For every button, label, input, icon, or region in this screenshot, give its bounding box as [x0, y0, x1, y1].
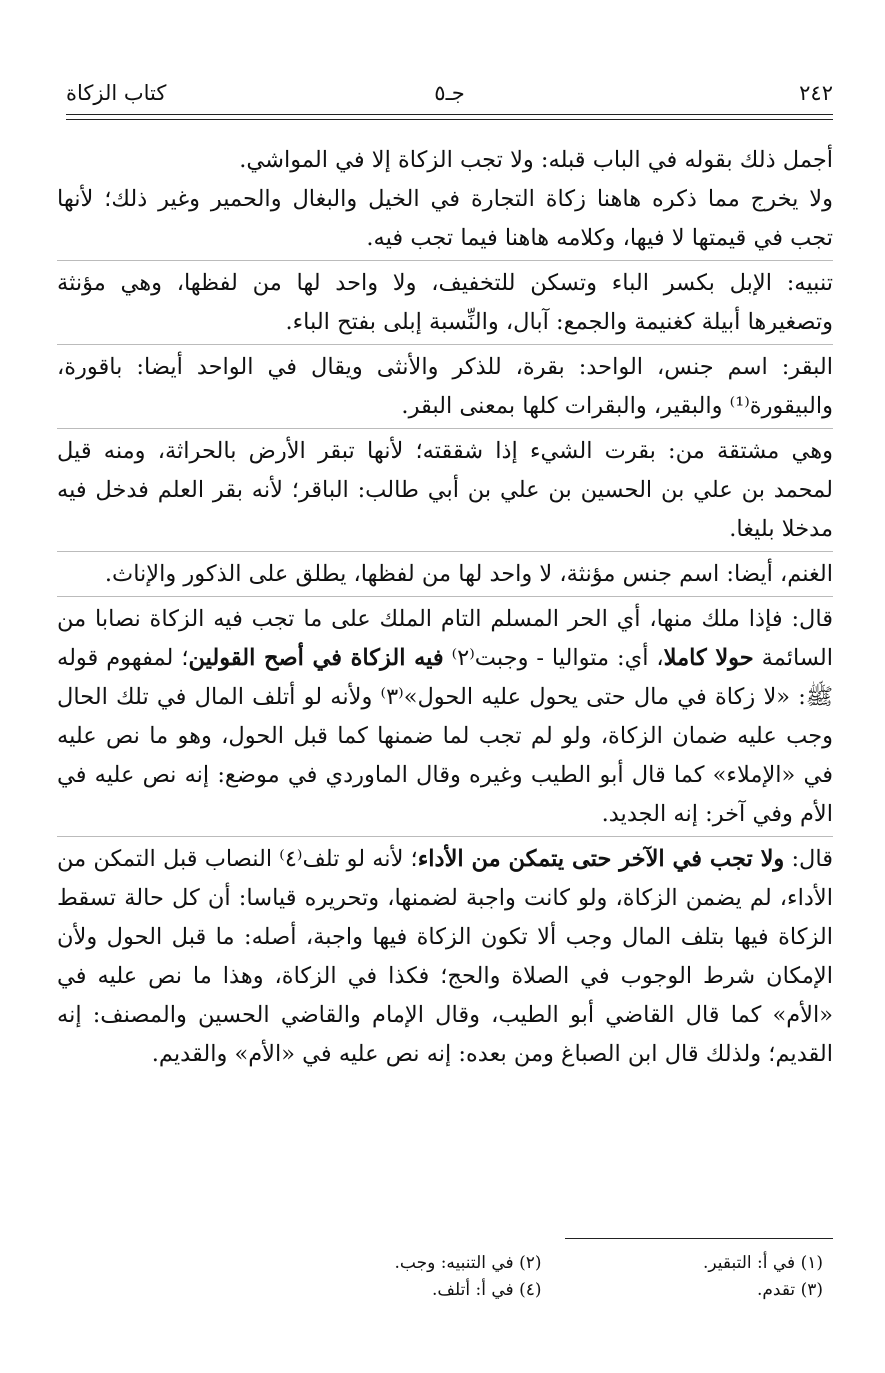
- footnote: [260, 1277, 542, 1304]
- paragraph-divider: [57, 260, 833, 261]
- paragraph-divider: [57, 428, 833, 429]
- footnote-text: في أ: التبقير.: [702, 1253, 796, 1273]
- footnote: [542, 1250, 824, 1277]
- footnote-text: في أ: أتلف.: [432, 1280, 514, 1300]
- matn-quote: ولا تجب في الآخر حتى يتمكن من الأداء: [417, 846, 785, 872]
- text-run: قال:: [784, 846, 833, 872]
- matn-quote: حولا كاملا: [663, 645, 754, 671]
- main-text: [57, 141, 833, 1074]
- paragraph-divider: [57, 344, 833, 345]
- paragraph-divider: [57, 551, 833, 552]
- footnotes: [260, 1250, 823, 1304]
- paragraph: تنبيه: الإبل بكسر الباء وتسكن للتخفيف، ولا واحد لها من لفظها، وهي مؤنثة وتصغيرها أبيلة كغنيمة والجمع: آبال، والنِّسبة إبلى بفتح الباء.: [57, 270, 833, 335]
- text-run: ؛ لأنه لو تلف⁽٤⁾ النصاب قبل التمكن من الأداء، لم يضمن الزكاة، ولو كانت واجبة لضمنها، وتحريره قياسا: أن كل حالة تسقط الزكاة فيها بتلف المال وجب ألا تكون الزكاة فيها واجبة، أصله: ما قبل الحول ولأن الإمكان شرط الوجوب في الصلاة والحج؛ فكذا في الزكاة، وهذا ما نص عليه في «الأم» كما قال القاضي أبو الطيب، وقال الإمام والقاضي الحسين والمصنف: إنه القديم؛ ولذلك قال ابن الصباغ ومن بعده: إنه نص عليه في «الأم» والقديم.: [57, 846, 833, 1067]
- paragraph: الغنم، أيضا: اسم جنس مؤنثة، لا واحد لها من لفظها، يطلق على الذكور والإناث.: [104, 561, 833, 587]
- footnote-text: في التنبيه: وجب.: [394, 1253, 514, 1273]
- page-number: ٢٤٢: [799, 81, 833, 105]
- footnote-row: [260, 1250, 823, 1277]
- volume-label: جـ٥: [434, 81, 465, 105]
- footnote-mark: (٣): [800, 1280, 823, 1300]
- footnote-mark: (١): [800, 1253, 823, 1273]
- matn-quote: فيه الزكاة في أصح القولين: [188, 645, 444, 671]
- page-header: [66, 78, 833, 112]
- paragraph: أجمل ذلك بقوله في الباب قبله: ولا تجب الزكاة إلا في المواشي.: [239, 147, 833, 173]
- header-rule: [66, 114, 833, 115]
- paragraph-divider: [57, 596, 833, 597]
- footnote: [260, 1250, 542, 1277]
- footnote-text: تقدم.: [756, 1280, 796, 1300]
- book-title: كتاب الزكاة: [66, 81, 167, 105]
- text-run: قال: فإذا ملك منها، أي الحر المسلم التام الملك على ما تجب فيه الزكاة نصابا من السائمة: [57, 606, 833, 671]
- footnote-mark: (٢): [519, 1253, 542, 1273]
- text-run: ، أي: متواليا - وجبت⁽٢⁾: [443, 645, 664, 671]
- footnote-mark: (٤): [519, 1280, 542, 1300]
- footnote-rule: [565, 1238, 833, 1239]
- header-rule-secondary: [66, 119, 833, 120]
- paragraph: وهي مشتقة من: بقرت الشيء إذا شققته؛ لأنها تبقر الأرض بالحراثة، ومنه قيل لمحمد بن علي بن الحسين بن علي بن أبي طالب: الباقر؛ لأنه بقر العلم فدخل فيه مدخلا بليغا.: [57, 438, 833, 542]
- paragraph: البقر: اسم جنس، الواحد: بقرة، للذكر والأنثى ويقال في الواحد أيضا: باقورة، والبيقورة⁽¹⁾ والبقير، والبقرات كلها بمعنى البقر.: [57, 354, 833, 419]
- footnote-row: [260, 1277, 823, 1304]
- qala-paragraph-1: [57, 600, 833, 834]
- paragraph-divider: [57, 836, 833, 837]
- paragraph: ولا يخرج مما ذكره هاهنا زكاة التجارة في الخيل والبغال والحمير وغير ذلك؛ لأنها تجب في قيمتها لا فيها، وكلامه هاهنا فيما تجب فيه.: [57, 186, 833, 251]
- footnote: [542, 1277, 824, 1304]
- qala-paragraph-2: [57, 840, 833, 1074]
- text-run: ؛ لمفهوم قوله ﷺ: «لا زكاة في مال حتى يحول عليه الحول»⁽٣⁾ ولأنه لو أتلف المال في تلك الحال وجب عليه ضمان الزكاة، ولو لم تجب لما ضمنها كما قبل الحول، وهو ما نص عليه في «الإملاء» كما قال أبو الطيب وغيره وقال الماوردي في موضع: إنه نص عليه في الأم وفي آخر: إنه الجديد.: [57, 645, 834, 827]
